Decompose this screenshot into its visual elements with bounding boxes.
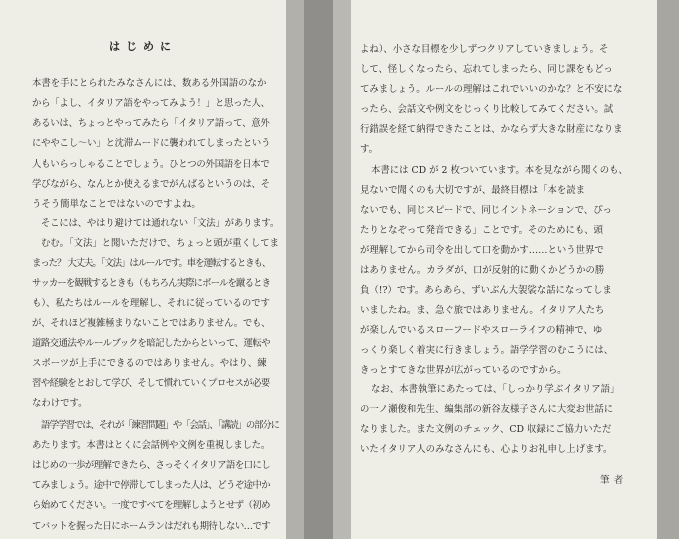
text-line: てみましょう。ルールの理解はこれでいいのかな？と不安にな	[360, 84, 623, 95]
text-line: はありません。カラダが、口が反射的に動くかどうかの勝	[360, 265, 605, 276]
text-line: 本書には CD が 2 枚ついています。本を見ながら聞くのも、	[371, 165, 628, 176]
text-line: にややこし～い」と沈滞ムードに襲われてしまったという	[32, 138, 271, 149]
text-line: はじめの一歩が理解できたら、さっそくイタリア語を口にし	[32, 460, 271, 471]
text-line: そこには、やはり避けては通れない「文法」があります。	[41, 218, 280, 229]
text-line: むむ。「文法」と聞いただけで、ちょっと頭が重くしてま	[41, 238, 279, 249]
text-line: きっとすてきな世界が広がっているのですから。	[360, 365, 567, 376]
text-line: なわけです。	[32, 398, 88, 409]
text-line: 見ないで聞くのも大切ですが、最終目標は「本を読ま	[360, 185, 586, 196]
page-edge-shadow	[657, 0, 679, 539]
text-line: なりました。また文例のチェック、CD 収録にご協力いただ	[360, 424, 612, 435]
text-line: なお、本書執筆にあたっては、「しっかり学ぶイタリア語」	[371, 384, 620, 395]
text-line: サッカーを観戦するときも（もちろん実際にボールを蹴るとき	[32, 278, 271, 289]
author-signature: 筆者	[600, 475, 628, 486]
gutter-shadow-right	[333, 0, 351, 539]
text-line: も）、私たちはルールを理解し、それに従っているのです	[32, 298, 270, 309]
text-line: ら始めてください。一度ですべてを理解しようとせず（初め	[32, 500, 270, 511]
text-line: の一ノ瀬俊和先生、編集部の新谷友様子さんに大変お世話に	[360, 404, 614, 415]
gutter-shadow-left	[286, 0, 304, 539]
text-line: して、怪しくなったら、忘れてしまったら、同じ課をもどっ	[360, 64, 613, 75]
text-line: 本書を手にとられたみなさんには、数ある外国語のなか	[32, 78, 267, 89]
text-line: 語学学習では、それが「練習問題」や「会話」、「講読」の部分に	[41, 420, 279, 431]
page-title: はじめに	[109, 40, 177, 53]
text-line: てみましょう。途中で停滞してしまった人は、どうぞ途中か	[32, 480, 271, 491]
text-line: あたります。本書はとくに会話例や文例を重視しました。	[32, 440, 271, 451]
text-line: から「よし、イタリア語をやってみよう！」と思った人、	[32, 98, 270, 109]
text-line: 人もいらっしゃることでしょう。ひとつの外国語を日本で	[32, 159, 270, 170]
left-page	[0, 0, 286, 539]
text-line: す。	[360, 144, 378, 155]
text-line: たりとなぞって発音できる」ことです。そのためにも、頭	[360, 225, 604, 236]
text-line: 学びながら、なんとか使えるまでがんばるというのは、そ	[32, 179, 270, 190]
text-line: 習や経験をとおして学び、そして慣れていくプロセスが必要	[32, 378, 270, 389]
text-line: ったら、会話文や例文をじっくり比較してみてください。試	[360, 104, 614, 115]
text-line: スポーツが上手にできるのではありません。やはり、練	[32, 358, 267, 369]
text-line: ないでも、同じスピードで、同じイントネーションで、ぴっ	[360, 205, 612, 216]
text-line: あるいは、ちょっとやってみたら「イタリア語って、意外	[32, 118, 270, 129]
text-line: うそう簡単なことではないのですよね。	[32, 199, 201, 210]
text-line: いましたね。ま、急ぐ旅ではありません。イタリア人たち	[360, 305, 605, 316]
text-line: 負（!?）です。あらあら、ずいぶん大袈裟な話になってしま	[360, 285, 612, 296]
text-line: が楽しんでいるスローフードやスローライフの精神で、ゆ	[360, 325, 603, 336]
text-line: いたイタリア人のみなさんにも、心よりお礼申し上げます。	[360, 444, 613, 455]
text-line: よね）、小さな目標を少しずつクリアしていきましょう。そ	[360, 44, 609, 55]
right-page	[351, 0, 657, 539]
text-line: てバットを握った日にホームランはだれも期待しない…です	[32, 521, 271, 532]
text-line: 道路交通法やルールブックを暗記したからといって、運転や	[32, 338, 271, 349]
book-gutter	[304, 0, 333, 539]
text-line: が理解してから司令を出して口を動かす……という世界で	[360, 245, 604, 256]
text-line: っくり楽しく着実に行きましょう。語学学習のむこうには、	[360, 345, 614, 356]
text-line: 行錯誤を経て納得できたことは、かならず大きな財産になりま	[360, 124, 623, 135]
text-line: まった？ 大丈夫。「文法」はルールです。車を運転するときも、	[32, 258, 271, 269]
text-line: が、それほど複雑極まりないことではありません。でも、	[32, 318, 271, 329]
